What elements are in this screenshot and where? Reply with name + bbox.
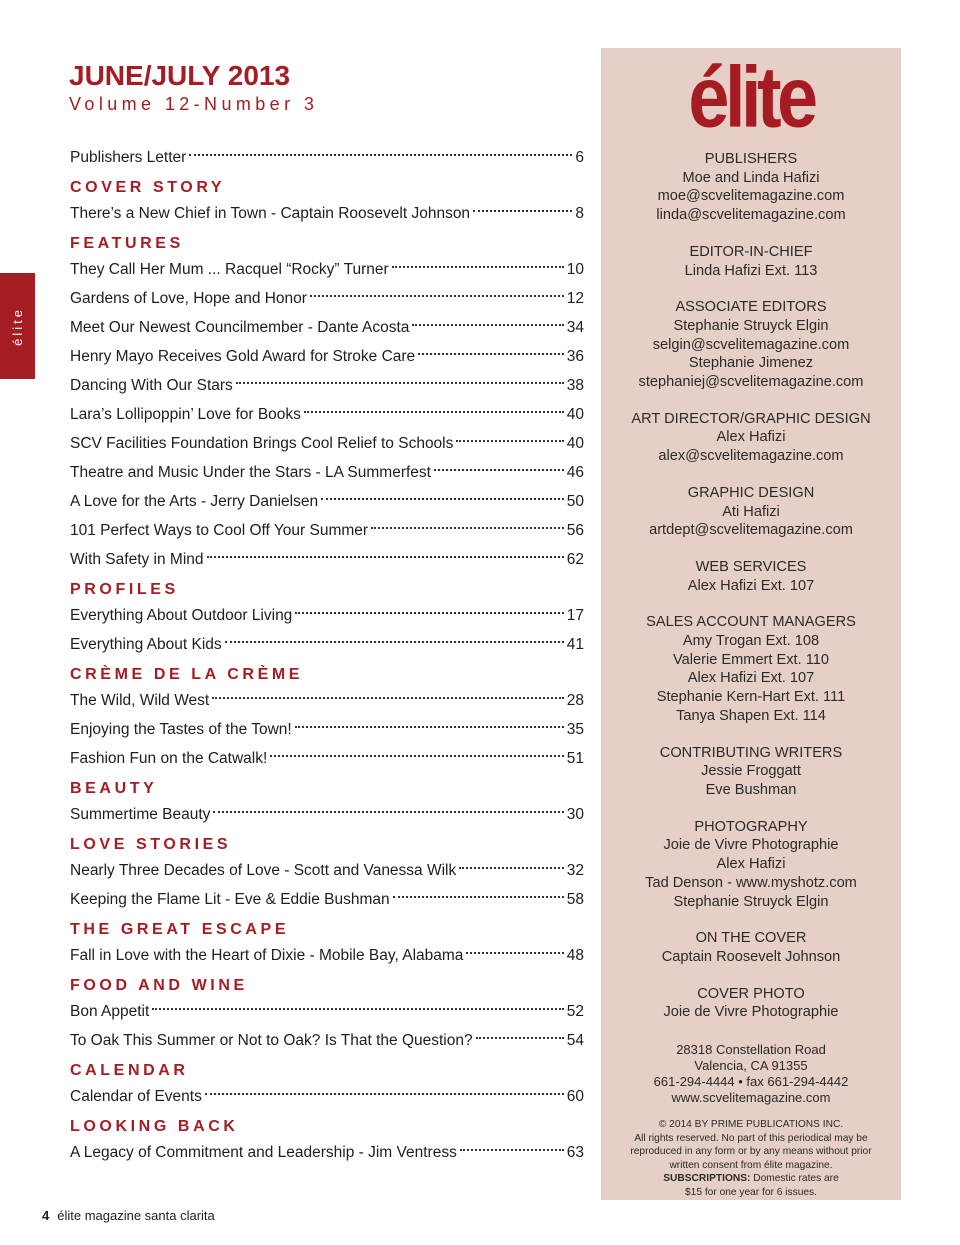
masthead-credit-block	[601, 613, 901, 725]
masthead-panel	[601, 48, 901, 1200]
address-line: 661-294-4444 • fax 661-294-4442	[653, 1074, 849, 1090]
toc-leader-dots	[418, 353, 564, 355]
masthead-credit: Stephanie Jimenez	[688, 355, 814, 372]
toc-entry-page: 10	[566, 261, 584, 278]
toc-entry-title: Fall in Love with the Heart of Dixie - Mobile Bay, Alabama	[70, 947, 464, 964]
toc-entry[interactable]	[70, 371, 584, 400]
toc-entry[interactable]	[70, 487, 584, 516]
masthead-credit: alex@scvelitemagazine.com	[658, 448, 844, 465]
toc-entry[interactable]	[70, 997, 584, 1026]
toc-entry[interactable]	[70, 545, 584, 574]
toc-entry[interactable]	[70, 744, 584, 773]
page-number: 4	[42, 1208, 50, 1223]
toc-section-heading: CALENDAR	[70, 1062, 189, 1079]
subscriptions-line	[611, 1172, 891, 1186]
masthead-credit-block	[601, 818, 901, 912]
toc-entry-page: 32	[566, 862, 584, 879]
toc-entry-page: 63	[566, 1144, 584, 1161]
masthead-credit-block	[601, 484, 901, 540]
toc-entry-page: 41	[566, 636, 584, 653]
masthead-credit: stephaniej@scvelitemagazine.com	[638, 374, 864, 391]
table-of-contents	[70, 143, 584, 1167]
legal-line: written consent from élite magazine.	[669, 1159, 833, 1171]
toc-entry-title: Gardens of Love, Hope and Honor	[70, 290, 307, 307]
toc-entry-title: Publishers Letter	[70, 149, 187, 166]
toc-entry-title: Lara’s Lollipoppin’ Love for Books	[70, 406, 301, 423]
toc-entry[interactable]	[70, 458, 584, 487]
address-line: www.scvelitemagazine.com	[671, 1090, 831, 1106]
elite-logo: élite	[688, 49, 814, 146]
toc-entry-page: 48	[566, 947, 584, 964]
toc-entry-page: 50	[566, 493, 584, 510]
masthead-credit-block	[601, 558, 901, 595]
toc-entry[interactable]	[70, 856, 584, 885]
toc-entry[interactable]	[70, 400, 584, 429]
toc-entry-title: To Oak This Summer or Not to Oak? Is That the Question?	[70, 1032, 473, 1049]
masthead-credit: Stephanie Struyck Elgin	[673, 317, 829, 334]
masthead-credit: Valerie Emmert Ext. 110	[673, 651, 829, 668]
issue-title: JUNE/JULY 2013	[69, 60, 291, 91]
toc-leader-dots	[371, 527, 564, 529]
toc-section-heading: PROFILES	[70, 581, 179, 598]
masthead-credit: Alex Hafizi Ext. 107	[687, 577, 815, 594]
masthead-credit-block	[601, 929, 901, 966]
toc-entry[interactable]	[70, 199, 584, 228]
masthead-credit: moe@scvelitemagazine.com	[657, 188, 845, 205]
toc-entry-title: Everything About Kids	[70, 636, 222, 653]
toc-leader-dots	[213, 811, 563, 813]
address-line: 28318 Constellation Road	[676, 1042, 826, 1058]
toc-leader-dots	[295, 612, 563, 614]
toc-entry-title: Theatre and Music Under the Stars - LA Summerfest	[70, 464, 431, 481]
legal-line: © 2014 BY PRIME PUBLICATIONS INC.	[658, 1119, 844, 1131]
masthead-role: GRAPHIC DESIGN	[687, 484, 815, 501]
toc-entry[interactable]	[70, 143, 584, 172]
masthead-address	[601, 1042, 901, 1106]
masthead-credit-block	[601, 744, 901, 800]
toc-section-heading: FEATURES	[70, 235, 184, 252]
masthead-credit-block	[601, 410, 901, 466]
toc-leader-dots	[236, 382, 564, 384]
legal-line: reproduced in any form or by any means without prior	[630, 1146, 872, 1158]
masthead-credit: Jessie Froggatt	[701, 763, 801, 780]
masthead-credit: Joie de Vivre Photographie	[663, 1004, 839, 1021]
masthead-role: CONTRIBUTING WRITERS	[659, 744, 843, 761]
side-tab-label: élite	[10, 306, 26, 346]
toc-leader-dots	[473, 210, 572, 212]
toc-section-heading: BEAUTY	[70, 780, 158, 797]
toc-entry-page: 34	[566, 319, 584, 336]
address-line: Valencia, CA 91355	[694, 1058, 808, 1074]
toc-entry-page: 17	[566, 607, 584, 624]
toc-entry[interactable]	[70, 715, 584, 744]
toc-entry-page: 30	[566, 806, 584, 823]
masthead-credit: Stephanie Struyck Elgin	[673, 893, 829, 910]
toc-entry-title: Enjoying the Tastes of the Town!	[70, 721, 292, 738]
masthead-credits	[601, 150, 901, 1022]
toc-leader-dots	[321, 498, 564, 500]
masthead-credit-block	[601, 150, 901, 225]
masthead-credit: selgin@scvelitemagazine.com	[652, 336, 850, 353]
toc-entry[interactable]	[70, 284, 584, 313]
toc-section-heading: COVER STORY	[70, 179, 226, 196]
toc-entry-page: 38	[566, 377, 584, 394]
toc-entry[interactable]	[70, 1138, 584, 1167]
toc-entry-title: A Love for the Arts - Jerry Danielsen	[70, 493, 319, 510]
toc-entry-title: Bon Appetit	[70, 1003, 150, 1020]
toc-entry-title: With Safety in Mind	[70, 551, 204, 568]
masthead-credit: Alex Hafizi	[716, 429, 786, 446]
toc-entry-title: Calendar of Events	[70, 1088, 202, 1105]
legal-line: All rights reserved. No part of this periodical may be	[634, 1132, 868, 1144]
toc-entry[interactable]	[70, 255, 584, 284]
toc-section-heading: LOVE STORIES	[70, 836, 232, 853]
masthead-credit: Ati Hafizi	[722, 503, 780, 520]
toc-entry-page: 35	[566, 721, 584, 738]
toc-entry[interactable]	[70, 516, 584, 545]
toc-leader-dots	[466, 952, 563, 954]
toc-leader-dots	[460, 1149, 564, 1151]
toc-leader-dots	[412, 324, 563, 326]
issue-volume: Volume 12-Number 3	[69, 94, 319, 114]
toc-entry[interactable]	[70, 885, 584, 914]
toc-leader-dots	[434, 469, 564, 471]
masthead-role: PHOTOGRAPHY	[694, 818, 808, 835]
toc-entry[interactable]	[70, 1082, 584, 1111]
toc-entry[interactable]	[70, 1026, 584, 1055]
masthead-role: SALES ACCOUNT MANAGERS	[646, 614, 856, 631]
toc-entry-page: 28	[566, 692, 584, 709]
toc-entry-page: 54	[566, 1032, 584, 1049]
toc-entry-title: Dancing With Our Stars	[70, 377, 233, 394]
masthead-credit: artdept@scvelitemagazine.com	[649, 522, 853, 539]
toc-entry-page: 40	[566, 435, 584, 452]
masthead-credit-block	[601, 243, 901, 280]
toc-leader-dots	[207, 556, 564, 558]
toc-entry[interactable]	[70, 601, 584, 630]
side-tab	[0, 273, 35, 379]
masthead-role: ASSOCIATE EDITORS	[675, 299, 827, 316]
toc-leader-dots	[295, 726, 564, 728]
masthead-credit: linda@scvelitemagazine.com	[656, 207, 846, 224]
masthead-role: PUBLISHERS	[704, 151, 798, 167]
toc-leader-dots	[392, 266, 564, 268]
toc-leader-dots	[456, 440, 563, 442]
footer-text: élite magazine santa clarita	[57, 1208, 215, 1223]
toc-entry-title: There’s a New Chief in Town - Captain Roosevelt Johnson	[70, 205, 471, 222]
toc-entry[interactable]	[70, 313, 584, 342]
toc-leader-dots	[212, 697, 564, 699]
toc-entry-title: Fashion Fun on the Catwalk!	[70, 750, 268, 767]
toc-entry-page: 58	[566, 891, 584, 908]
toc-entry-page: 51	[566, 750, 584, 767]
toc-leader-dots	[304, 411, 564, 413]
toc-leader-dots	[225, 641, 564, 643]
masthead-role: EDITOR-IN-CHIEF	[689, 243, 813, 260]
toc-leader-dots	[205, 1093, 564, 1095]
masthead-role: COVER PHOTO	[697, 985, 805, 1002]
toc-entry-page: 8	[575, 205, 584, 222]
toc-entry-page: 36	[566, 348, 584, 365]
masthead-credit-block	[601, 985, 901, 1022]
masthead-credit: Joie de Vivre Photographie	[663, 837, 839, 854]
masthead-credit: Linda Hafizi Ext. 113	[684, 262, 818, 279]
toc-leader-dots	[393, 896, 564, 898]
toc-entry-title: Henry Mayo Receives Gold Award for Stroke Care	[70, 348, 416, 365]
toc-leader-dots	[152, 1008, 563, 1010]
masthead-credit: Tad Denson - www.myshotz.com	[645, 874, 857, 891]
toc-entry-page: 12	[566, 290, 584, 307]
toc-entry-page: 62	[566, 551, 584, 568]
toc-entry-page: 40	[566, 406, 584, 423]
masthead-credit: Captain Roosevelt Johnson	[661, 948, 841, 965]
toc-entry[interactable]	[70, 800, 584, 829]
masthead-credit: Moe and Linda Hafizi	[682, 169, 820, 186]
masthead-role: WEB SERVICES	[695, 558, 807, 575]
toc-entry-page: 46	[566, 464, 584, 481]
toc-entry-title: Summertime Beauty	[70, 806, 211, 823]
toc-entry-page: 52	[566, 1003, 584, 1020]
toc-entry-title: Everything About Outdoor Living	[70, 607, 293, 624]
toc-entry[interactable]	[70, 686, 584, 715]
toc-leader-dots	[459, 867, 563, 869]
masthead-credit: Eve Bushman	[705, 781, 797, 798]
toc-entry-page: 6	[575, 149, 584, 166]
masthead-role: ART DIRECTOR/GRAPHIC DESIGN	[631, 410, 871, 427]
toc-section-heading: LOOKING BACK	[70, 1118, 239, 1135]
masthead-credit-block	[601, 298, 901, 392]
toc-entry-title: 101 Perfect Ways to Cool Off Your Summer	[70, 522, 369, 539]
subscriptions-text: Domestic rates are	[750, 1173, 839, 1185]
toc-entry-title: Keeping the Flame Lit - Eve & Eddie Bushman	[70, 891, 390, 908]
masthead-credit: Alex Hafizi Ext. 107	[687, 670, 815, 687]
page-footer	[42, 1208, 215, 1223]
toc-entry[interactable]	[70, 630, 584, 659]
toc-entry-title: A Legacy of Commitment and Leadership - Jim Ventress	[70, 1144, 457, 1161]
toc-leader-dots	[310, 295, 564, 297]
toc-entry-title: They Call Her Mum ... Racquel “Rocky” Turner	[70, 261, 389, 278]
masthead-credit: Alex Hafizi	[716, 856, 786, 873]
toc-entry[interactable]	[70, 429, 584, 458]
toc-entry-title: The Wild, Wild West	[70, 692, 210, 709]
toc-section-heading: FOOD AND WINE	[70, 977, 248, 994]
toc-entry[interactable]	[70, 941, 584, 970]
toc-entry[interactable]	[70, 342, 584, 371]
masthead-legal	[601, 1118, 901, 1199]
toc-entry-page: 56	[566, 522, 584, 539]
toc-section-heading: CRÈME DE LA CRÈME	[70, 666, 304, 683]
toc-leader-dots	[476, 1037, 564, 1039]
toc-leader-dots	[189, 154, 572, 156]
masthead-credit: Amy Trogan Ext. 108	[682, 633, 820, 650]
toc-entry-title: SCV Facilities Foundation Brings Cool Relief to Schools	[70, 435, 454, 452]
subscriptions-label: SUBSCRIPTIONS:	[663, 1173, 751, 1185]
subscriptions-rate: $15 for one year for 6 issues.	[685, 1186, 817, 1198]
toc-entry-page: 60	[566, 1088, 584, 1105]
toc-leader-dots	[270, 755, 563, 757]
toc-entry-title: Nearly Three Decades of Love - Scott and Vanessa Wilk	[70, 862, 457, 879]
masthead-credit: Stephanie Kern-Hart Ext. 111	[656, 689, 846, 706]
toc-section-heading: THE GREAT ESCAPE	[70, 921, 290, 938]
masthead-credit: Tanya Shapen Ext. 114	[676, 707, 826, 724]
masthead-role: ON THE COVER	[695, 930, 807, 947]
toc-entry-title: Meet Our Newest Councilmember - Dante Acosta	[70, 319, 410, 336]
